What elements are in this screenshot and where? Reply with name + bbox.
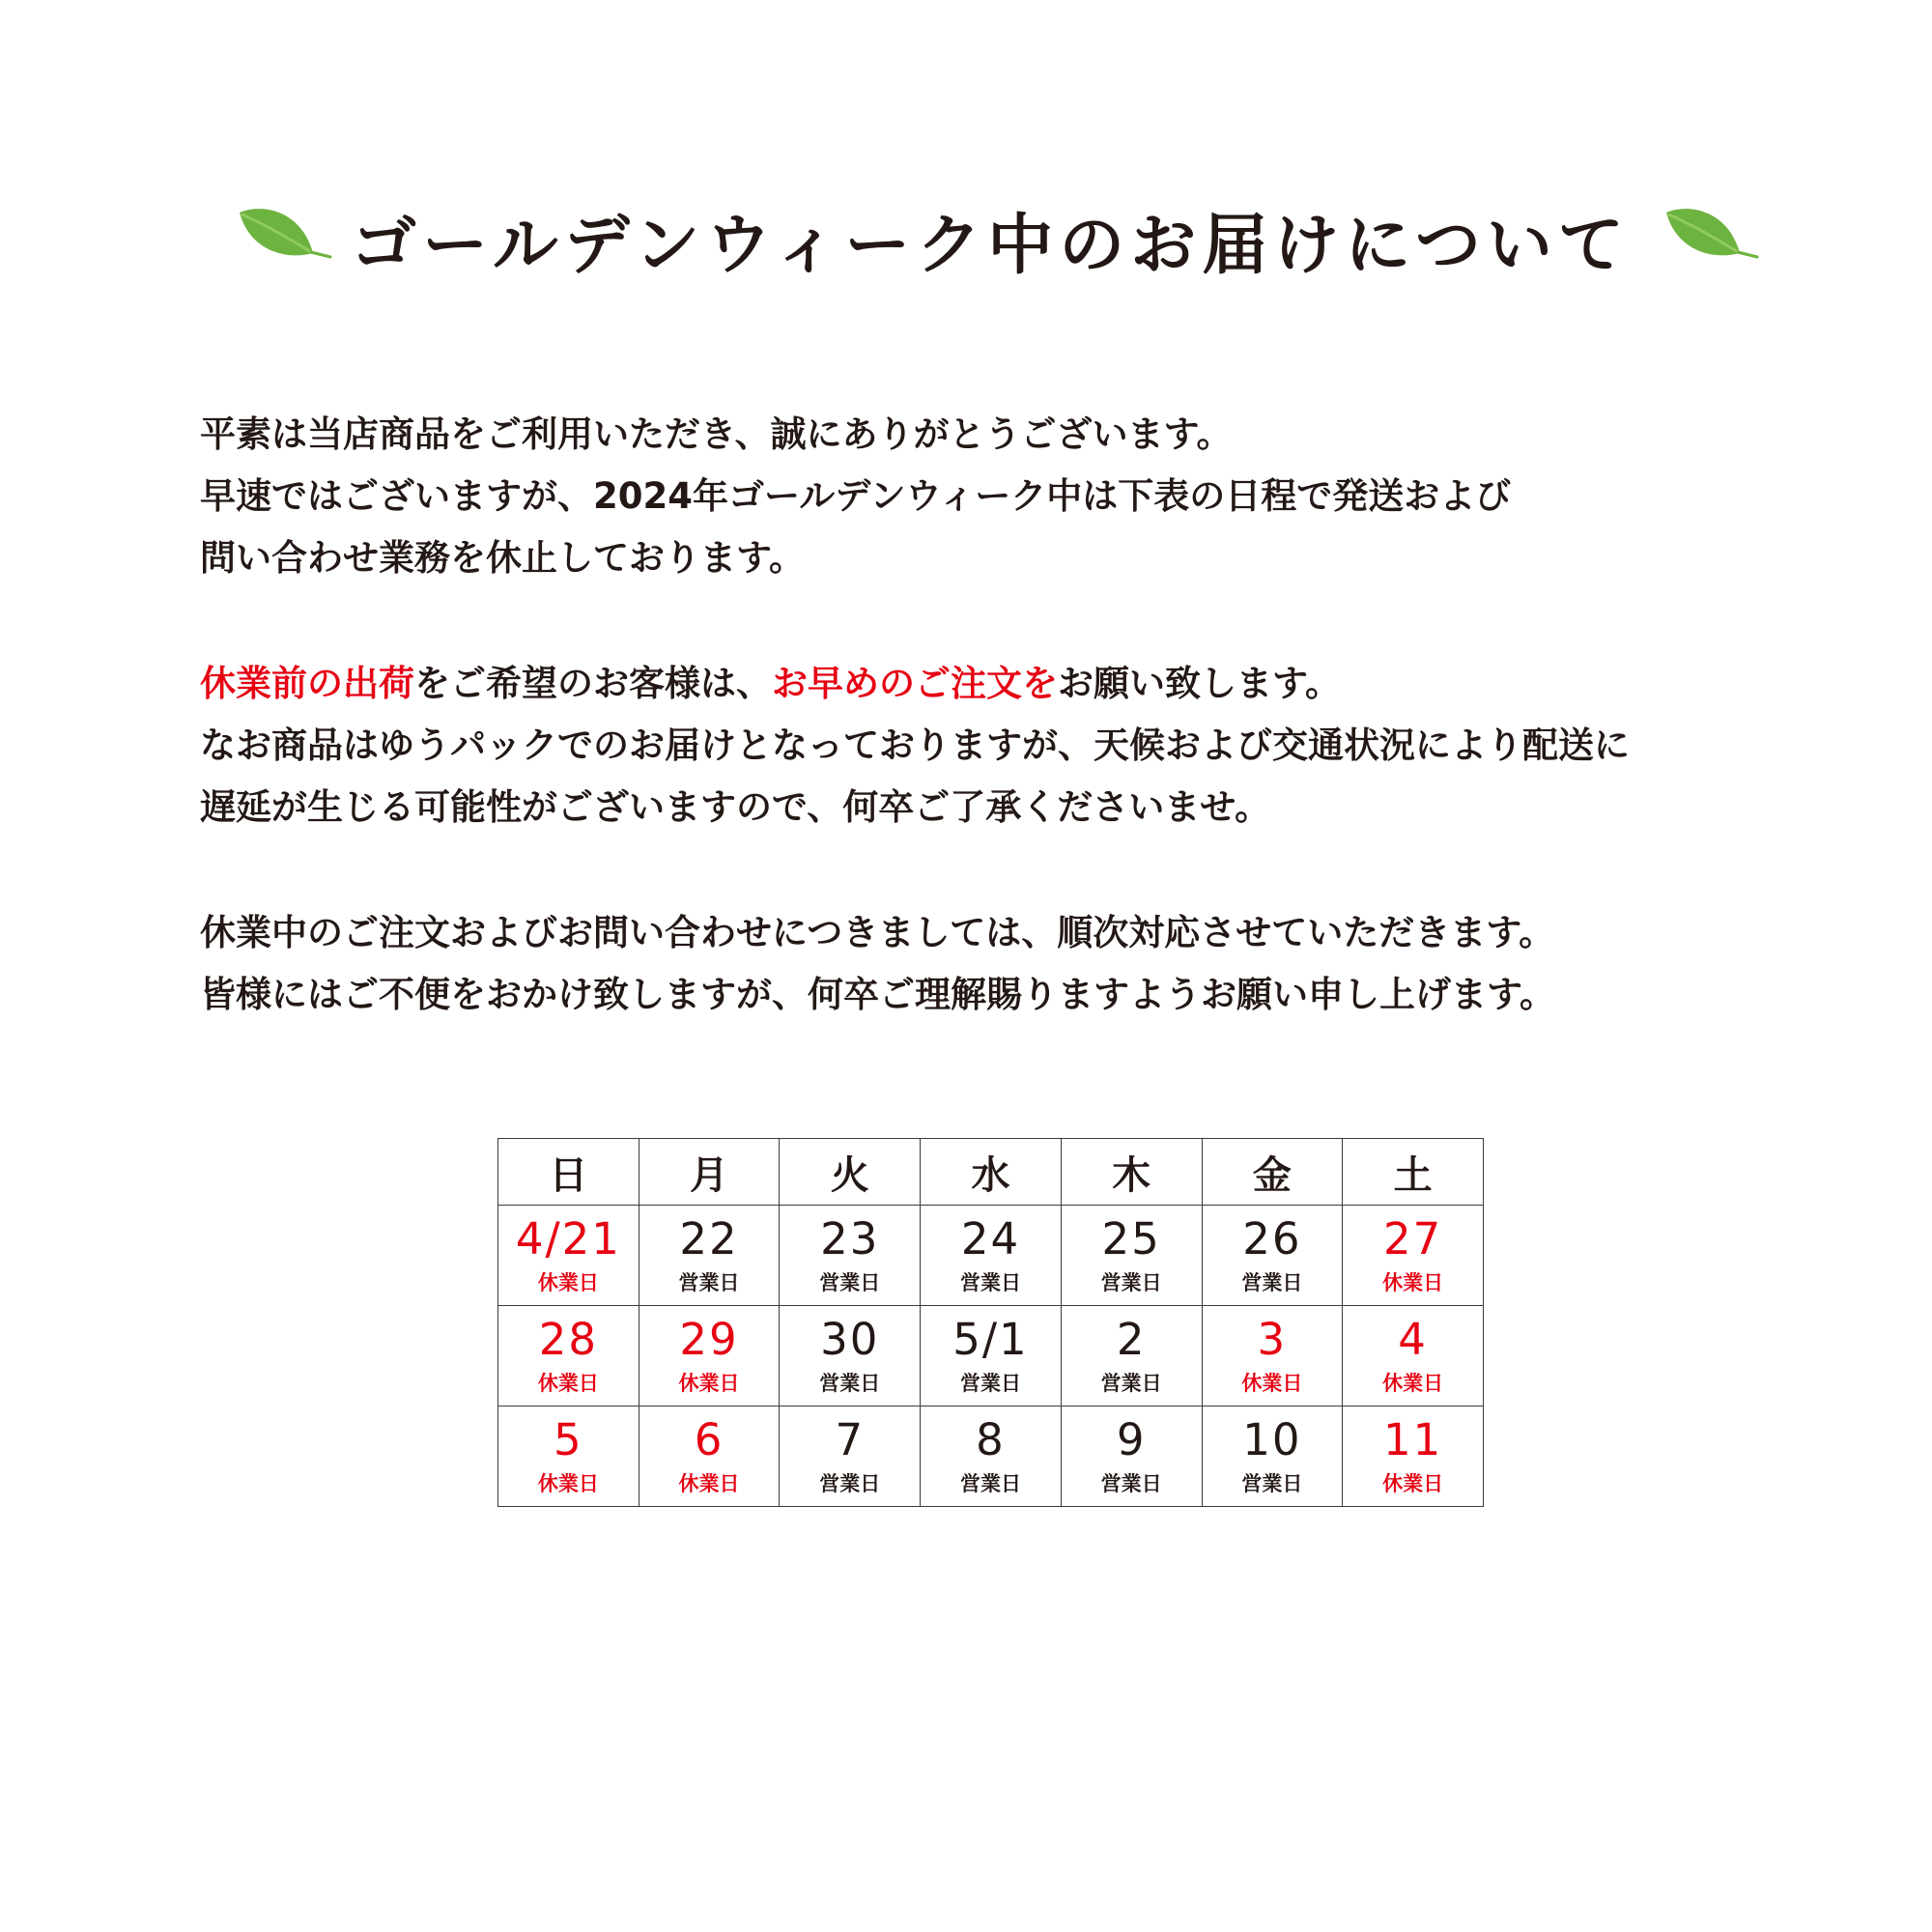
calendar-day-cell: [1061, 1306, 1202, 1406]
intro-paragraph: [200, 404, 1784, 589]
calendar-day-cell: [1343, 1406, 1484, 1507]
calendar-day-cell: [1202, 1406, 1343, 1507]
day-status-label: 営業日: [819, 1471, 881, 1495]
day-number: 6: [694, 1413, 724, 1465]
calendar-day-cell: [921, 1406, 1062, 1507]
calendar-day-cell: [921, 1206, 1062, 1306]
weekday-header: 金: [1202, 1139, 1343, 1206]
calendar-day-cell: [1061, 1406, 1202, 1507]
day-number: 7: [835, 1413, 866, 1465]
day-number: 5: [554, 1413, 583, 1465]
day-status-label: 休業日: [537, 1270, 599, 1294]
day-status-label: 営業日: [1100, 1371, 1162, 1395]
notice-text: をご希望のお客様は、: [414, 663, 772, 704]
calendar-day-cell: [639, 1306, 780, 1406]
day-status-label: 営業日: [819, 1371, 881, 1395]
day-status-label: 営業日: [819, 1270, 881, 1294]
day-number: 23: [820, 1212, 880, 1264]
weekday-header: 火: [780, 1139, 921, 1206]
intro-line: 問い合わせ業務を休止しております。: [200, 537, 806, 579]
notice-line: なお商品はゆうパックでのお届けとなっておりますが、天候および交通状況により配送に: [200, 724, 1630, 766]
closing-line: 皆様にはご不便をおかけ致しますが、何卒ご理解賜りますようお願い申し上げます。: [200, 974, 1556, 1015]
notice-line: 遅延が生じる可能性がございますので、何卒ご了承くださいませ。: [200, 786, 1271, 828]
day-number: 29: [679, 1313, 739, 1365]
day-status-label: 営業日: [1241, 1270, 1303, 1294]
day-number: 2: [1116, 1313, 1147, 1365]
day-status-label: 休業日: [678, 1471, 740, 1495]
day-status-label: 営業日: [678, 1270, 740, 1294]
day-status-label: 営業日: [1100, 1471, 1162, 1495]
notice-paragraph: [200, 653, 1784, 838]
intro-line: 平素は当店商品をご利用いただき、誠にありがとうございます。: [200, 413, 1233, 455]
calendar-day-cell: [498, 1306, 639, 1406]
weekday-header: 月: [639, 1139, 780, 1206]
day-number: 9: [1116, 1413, 1147, 1465]
closing-paragraph: [200, 902, 1784, 1026]
highlight-text: お早めのご注文を: [772, 663, 1058, 704]
day-status-label: 休業日: [678, 1371, 740, 1395]
day-status-label: 休業日: [537, 1471, 599, 1495]
day-status-label: 営業日: [1241, 1471, 1303, 1495]
day-number: 25: [1101, 1212, 1161, 1264]
day-number: 28: [538, 1313, 598, 1365]
day-status-label: 休業日: [1241, 1371, 1303, 1395]
day-number: 11: [1382, 1413, 1443, 1465]
weekday-header: 日: [498, 1139, 639, 1206]
day-number: 24: [960, 1212, 1021, 1264]
calendar-day-cell: [1202, 1206, 1343, 1306]
calendar-table: [497, 1138, 1484, 1507]
day-status-label: 休業日: [1382, 1471, 1444, 1495]
day-number: 30: [820, 1313, 880, 1365]
weekday-header-row: [498, 1139, 1484, 1206]
day-number: 4/21: [515, 1212, 621, 1264]
day-status-label: 営業日: [1100, 1270, 1162, 1294]
calendar-day-cell: [639, 1206, 780, 1306]
day-status-label: 休業日: [537, 1371, 599, 1395]
calendar-day-cell: [498, 1206, 639, 1306]
notice-text: お願い致します。: [1058, 663, 1342, 704]
header: [0, 193, 1932, 299]
calendar-day-cell: [639, 1406, 780, 1507]
page-title: ゴールデンウィーク中のお届けについて: [351, 208, 1630, 284]
highlight-text: 休業前の出荷: [200, 663, 414, 704]
day-number: 8: [976, 1413, 1006, 1465]
day-status-label: 休業日: [1382, 1270, 1444, 1294]
intro-line: 早速ではございますが、2024年ゴールデンウィーク中は下表の日程で発送および: [200, 475, 1512, 517]
day-status-label: 営業日: [959, 1471, 1021, 1495]
calendar-day-cell: [1202, 1306, 1343, 1406]
notice-line: [200, 653, 1784, 715]
day-number: 26: [1242, 1212, 1302, 1264]
leaf-icon: [234, 203, 334, 267]
day-status-label: 休業日: [1382, 1371, 1444, 1395]
closing-line: 休業中のご注文およびお問い合わせにつきましては、順次対応させていただきます。: [200, 912, 1555, 953]
calendar-day-cell: [1061, 1206, 1202, 1306]
day-number: 27: [1382, 1212, 1443, 1264]
calendar-day-cell: [1343, 1306, 1484, 1406]
calendar-week-row: [498, 1306, 1484, 1406]
day-number: 4: [1398, 1313, 1428, 1365]
day-status-label: 営業日: [959, 1371, 1021, 1395]
weekday-header: 水: [921, 1139, 1062, 1206]
calendar-day-cell: [780, 1406, 921, 1507]
weekday-header: 木: [1061, 1139, 1202, 1206]
calendar-day-cell: [1343, 1206, 1484, 1306]
calendar-day-cell: [498, 1406, 639, 1507]
calendar-day-cell: [921, 1306, 1062, 1406]
weekday-header: 土: [1343, 1139, 1484, 1206]
day-number: 22: [679, 1212, 739, 1264]
leaf-icon: [1661, 203, 1761, 267]
day-number: 10: [1242, 1413, 1302, 1465]
calendar-day-cell: [780, 1206, 921, 1306]
calendar-week-row: [498, 1206, 1484, 1306]
day-number: 5/1: [952, 1313, 1029, 1365]
day-number: 3: [1257, 1313, 1288, 1365]
calendar-week-row: [498, 1406, 1484, 1507]
calendar-day-cell: [780, 1306, 921, 1406]
day-status-label: 営業日: [959, 1270, 1021, 1294]
